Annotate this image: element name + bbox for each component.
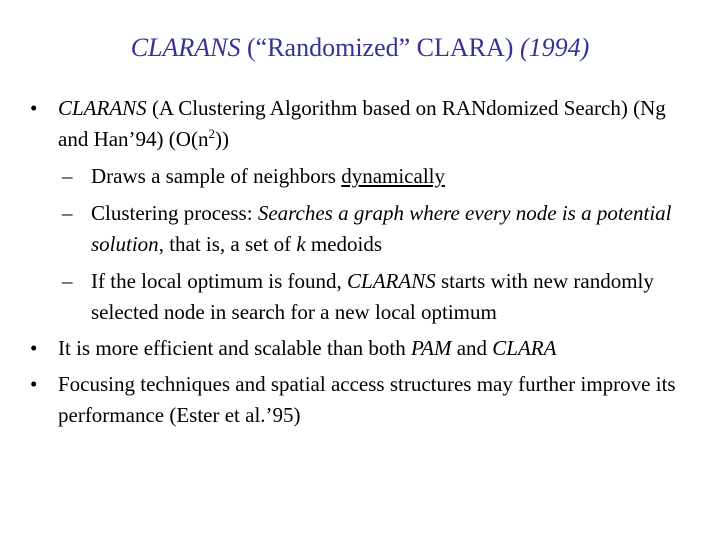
sub-bullet-clustering-process bbox=[30, 198, 695, 260]
s3-text: If the local optimum is found, bbox=[91, 269, 348, 293]
b3-text: Focusing techniques and spatial access structures may further improve its performance (Ester et al.’95) bbox=[58, 372, 676, 427]
s1-text: Draws a sample of neighbors bbox=[91, 164, 342, 188]
title-year: (1994) bbox=[519, 33, 590, 62]
bullet-clarans-definition bbox=[30, 93, 695, 155]
slide-body bbox=[30, 93, 695, 431]
dash-mark: – bbox=[62, 269, 73, 293]
s2-text-end: medoids bbox=[305, 232, 383, 256]
sub-bullet-local-optimum bbox=[30, 266, 695, 328]
bullet-mark: • bbox=[30, 336, 38, 360]
bullet-efficiency bbox=[30, 333, 695, 364]
bullet-mark: • bbox=[30, 96, 38, 120]
b2-italic-pam: PAM bbox=[411, 336, 452, 360]
sub-bullet-sample-neighbors bbox=[30, 161, 695, 192]
s2-italic-k: k bbox=[296, 232, 306, 256]
s2-text: Clustering process: bbox=[91, 201, 258, 225]
dash-mark: – bbox=[62, 201, 73, 225]
b2-italic-clara: CLARA bbox=[492, 336, 557, 360]
title-subtitle: (“Randomized” CLARA) bbox=[240, 33, 520, 62]
title-algorithm-name: CLARANS bbox=[130, 33, 241, 62]
b1-italic: CLARANS bbox=[58, 96, 147, 120]
b1-text-end: )) bbox=[214, 127, 229, 151]
b1-superscript: 2 bbox=[208, 126, 215, 141]
b2-text-and: and bbox=[451, 336, 493, 360]
b2-text: It is more efficient and scalable than both bbox=[58, 336, 411, 360]
dash-mark: – bbox=[62, 164, 73, 188]
s2-italic: Searches a graph where every node is a potential solution bbox=[91, 201, 672, 256]
b1-text: (A Clustering Algorithm based on RANdomized Search) (Ng and Han’94) (O(n bbox=[58, 96, 666, 151]
bullet-mark: • bbox=[30, 372, 38, 396]
slide-title bbox=[0, 30, 720, 66]
s2-text-mid: , that is, a set of bbox=[158, 232, 297, 256]
s3-text-end: starts with new randomly selected node in search for a new local optimum bbox=[91, 269, 654, 324]
s3-italic: CLARANS bbox=[347, 269, 436, 293]
s1-underlined: dynamically bbox=[341, 164, 445, 188]
bullet-focusing-techniques bbox=[30, 369, 695, 431]
